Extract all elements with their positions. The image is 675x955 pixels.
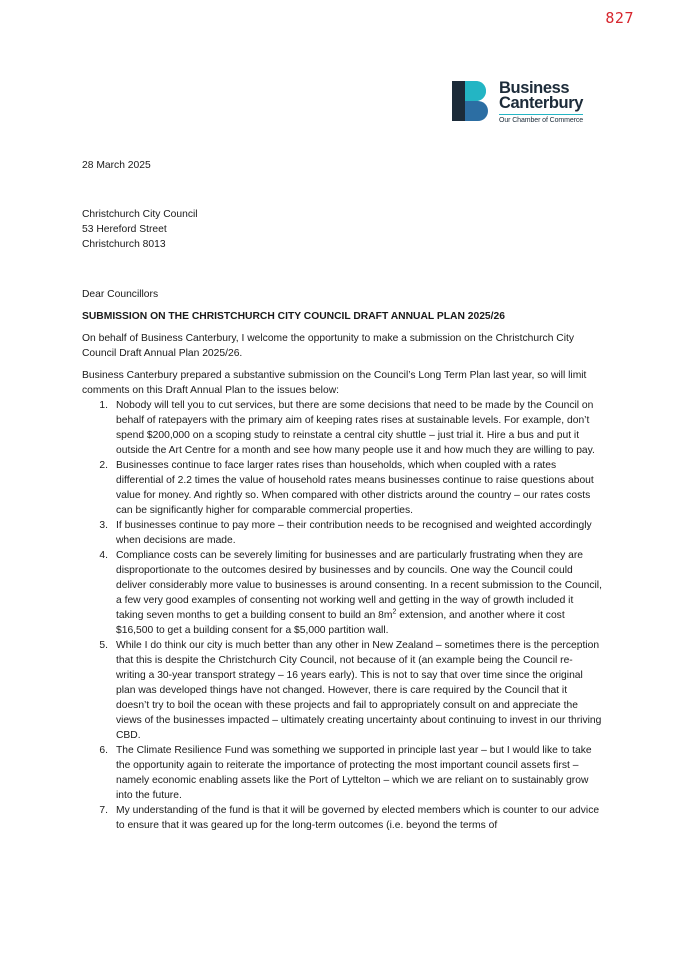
list-item-text	[116, 548, 602, 638]
list-number: 3.	[99, 520, 108, 531]
list-item-text: Businesses continue to face larger rates rises than households, which when coupled with a rates differential of 2.2 times the value of household rates means businesses continue to raise questions about value for money. And rightly so. When compared with other districts around the country – our rates costs can be significantly higher for comparable commercial properties.	[116, 460, 594, 516]
list-item-text: Nobody will tell you to cut services, but there are some decisions that need to be made by the Council on behalf of ratepayers with the primary aim of keeping rates rises at sustainable levels. For example, don’t spend $200,000 on a scoping study to reinstate a central city shuttle – just trial it. Hire a bus and put it outside the Art Centre for a month and see how many people use it and how much they are willing to pay.	[116, 400, 595, 456]
superscript: 2	[392, 608, 397, 616]
business-canterbury-logo	[452, 81, 583, 124]
list-item	[82, 398, 602, 458]
intro-paragraph: On behalf of Business Canterbury, I welcome the opportunity to make a submission on the Christchurch City Council Draft Annual Plan 2025/26.	[82, 333, 575, 359]
list-number: 1.	[99, 400, 108, 411]
address-line: 53 Hereford Street	[82, 224, 167, 235]
logo-name-line1: Business	[499, 79, 570, 97]
logo-name-line2: Canterbury	[499, 94, 584, 112]
list-number: 4.	[99, 550, 108, 561]
list-number: 7.	[99, 805, 108, 816]
issues-list	[82, 398, 602, 833]
letter-body	[82, 158, 602, 833]
page-number: 827	[605, 9, 634, 27]
list-item	[82, 803, 602, 833]
address-line: Christchurch 8013	[82, 239, 166, 250]
list-number: 2.	[99, 460, 108, 471]
letter-date: 28 March 2025	[82, 160, 151, 171]
list-number: 5.	[99, 640, 108, 651]
list-item-text: My understanding of the fund is that it will be governed by elected members which is counter to our advice to ensure that it was geared up for the long-term outcomes (i.e. beyond the terms of	[116, 805, 600, 831]
list-item	[82, 638, 602, 743]
context-paragraph: Business Canterbury prepared a substantive submission on the Council’s Long Term Plan last year, so will limit comments on this Draft Annual Plan to the issues below:	[82, 370, 587, 396]
list-item	[82, 518, 602, 548]
list-item	[82, 548, 602, 638]
list-item-text: The Climate Resilience Fund was something we supported in principle last year – but I would like to take the opportunity again to reiterate the importance of protecting the most important council assets first – namely economic enabling assets like the Port of Lyttelton – which we are reliant on to sustainably grow into the future.	[116, 745, 592, 801]
recipient-address	[82, 207, 602, 252]
salutation: Dear Councillors	[82, 289, 159, 300]
list-item-text-part: Compliance costs can be severely limiting for businesses and are particularly frustrating when they are disproportionate to the outcomes desired by businesses and by councils. One way the Council could deliver considerably more value to businesses is around consenting. In a recent submission to the Council, a few very good examples of consenting not working well and getting in the way of growth included it taking seven months to get a building consent to build an 8m	[116, 550, 602, 621]
logo-tagline: Our Chamber of Commerce	[499, 114, 583, 124]
list-number: 6.	[99, 745, 108, 756]
list-item	[82, 743, 602, 803]
list-item-text: While I do think our city is much better than any other in New Zealand – sometimes there is the perception that this is despite the Christchurch City Council, not because of it (an example being the Council re-writing a 30-year transport strategy – 16 years early). This is not to say that over time since the original plan was developed things have not changed. However, there is care required by the Council that it doesn’t try to boil the ocean with these projects and fail to appropriately consult on and appreciate the views of the businesses impacted – ultimately creating uncertainty about continuing to invest in our thriving CBD.	[116, 640, 602, 741]
list-item-text: If businesses continue to pay more – their contribution needs to be recognised and weighted accordingly when decisions are made.	[116, 520, 592, 546]
subject-heading: SUBMISSION ON THE CHRISTCHURCH CITY COUNCIL DRAFT ANNUAL PLAN 2025/26	[82, 311, 505, 322]
list-item-text-part: extension, and another where it cost $16,500 to get a building consent for a $5,000 partition wall.	[116, 610, 565, 636]
list-item	[82, 458, 602, 518]
address-line: Christchurch City Council	[82, 209, 198, 220]
logo-mark-icon	[452, 81, 494, 121]
